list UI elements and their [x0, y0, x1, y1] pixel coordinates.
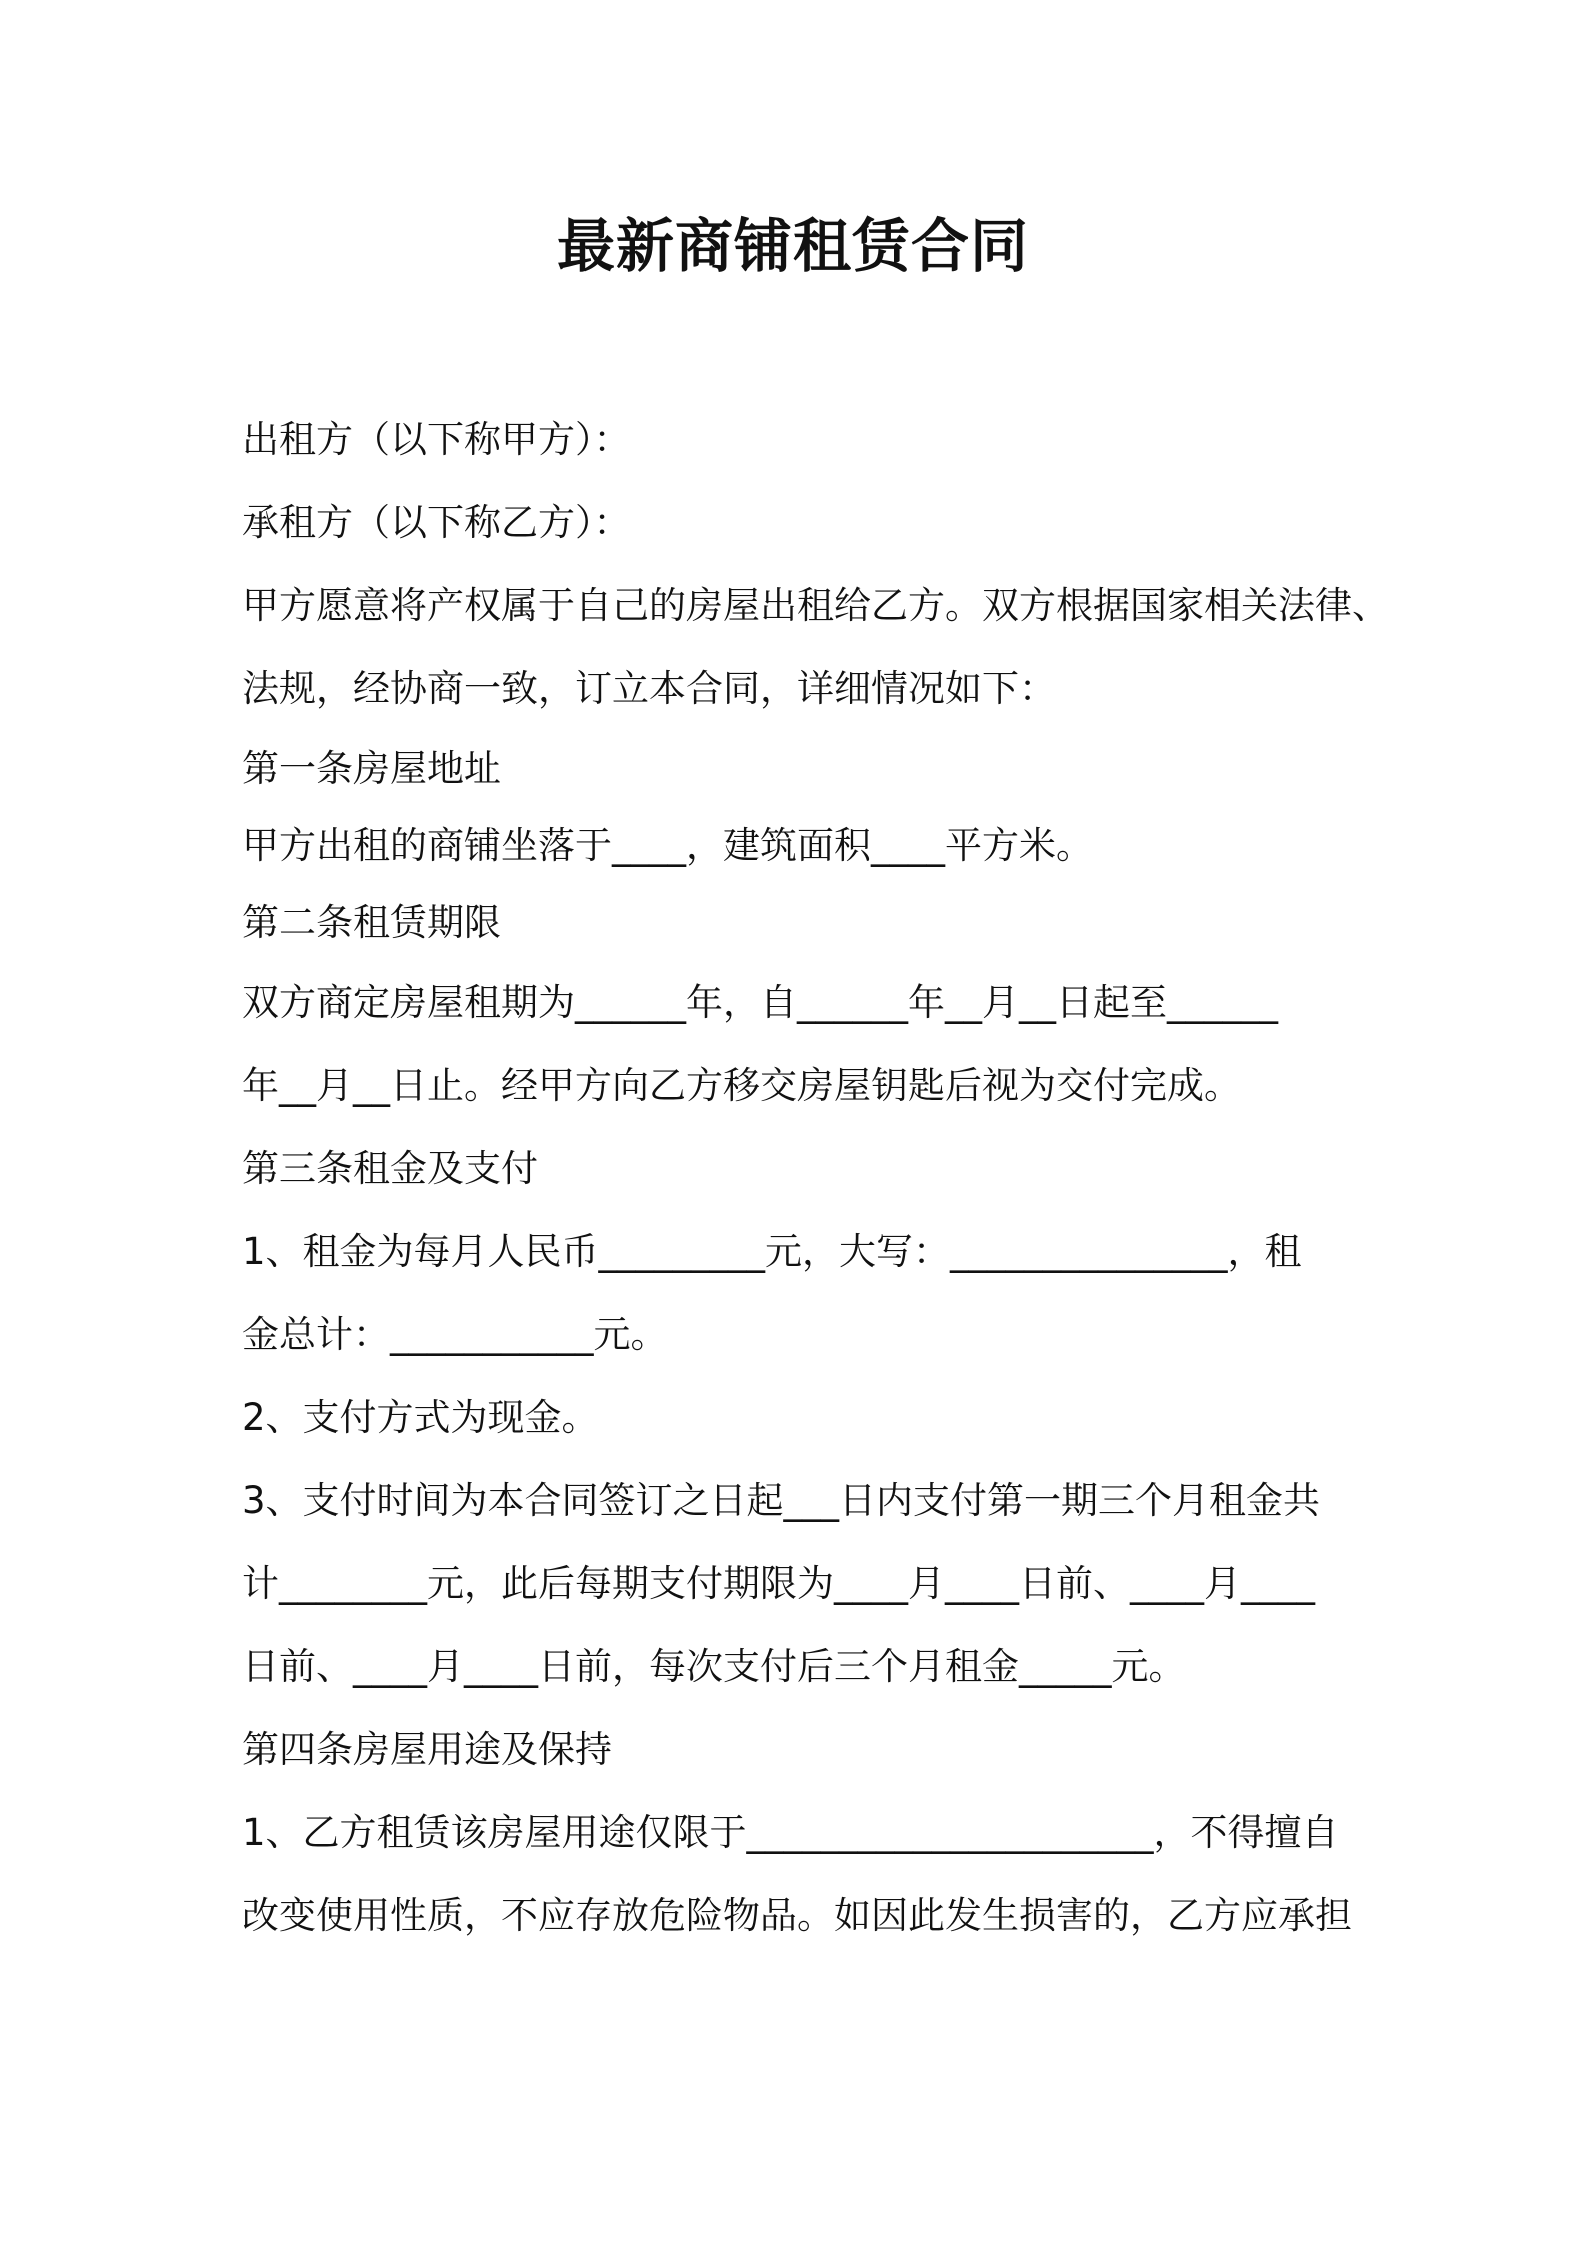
article-3-item-1-line-2: 金总计：___________元。 [242, 1313, 668, 1356]
article-4-item-1-line-1: 1、乙方租赁该房屋用途仅限于______________________，不得擅自 [242, 1811, 1339, 1854]
article-3-item-2: 2、支付方式为现金。 [242, 1396, 599, 1439]
article-3-item-1-line-1: 1、租金为每月人民币_________元，大写：_______________，租 [242, 1230, 1302, 1273]
article-3-heading: 第三条租金及支付 [242, 1147, 538, 1190]
preamble-line-1: 甲方愿意将产权属于自己的房屋出租给乙方。双方根据国家相关法律、 [242, 584, 1389, 627]
article-2-text-1: 双方商定房屋租期为______年，自______年__月__日起至______ [242, 981, 1278, 1024]
article-3-item-3-line-3: 日前、____月____日前，每次支付后三个月租金_____元。 [242, 1645, 1186, 1688]
article-2-text-2: 年__月__日止。经甲方向乙方移交房屋钥匙后视为交付完成。 [242, 1064, 1241, 1107]
lessee-line: 承租方（以下称乙方）： [242, 501, 631, 544]
lessor-line: 出租方（以下称甲方）： [242, 418, 631, 461]
article-4-heading: 第四条房屋用途及保持 [242, 1728, 612, 1771]
preamble-line-2: 法规，经协商一致，订立本合同，详细情况如下： [242, 667, 1056, 710]
article-1-text: 甲方出租的商铺坐落于____，建筑面积____平方米。 [242, 824, 1093, 867]
document-title: 最新商铺租赁合同 [556, 212, 1029, 280]
article-3-item-3-line-2: 计________元，此后每期支付期限为____月____日前、____月____ [242, 1562, 1315, 1605]
article-3-item-3-line-1: 3、支付时间为本合同签订之日起___日内支付第一期三个月租金共 [242, 1479, 1321, 1522]
contract-body [242, 398, 1389, 1957]
article-2-heading: 第二条租赁期限 [242, 901, 501, 944]
article-1-heading: 第一条房屋地址 [242, 747, 501, 790]
article-4-item-1-line-2: 改变使用性质，不应存放危险物品。如因此发生损害的，乙方应承担 [242, 1894, 1352, 1937]
